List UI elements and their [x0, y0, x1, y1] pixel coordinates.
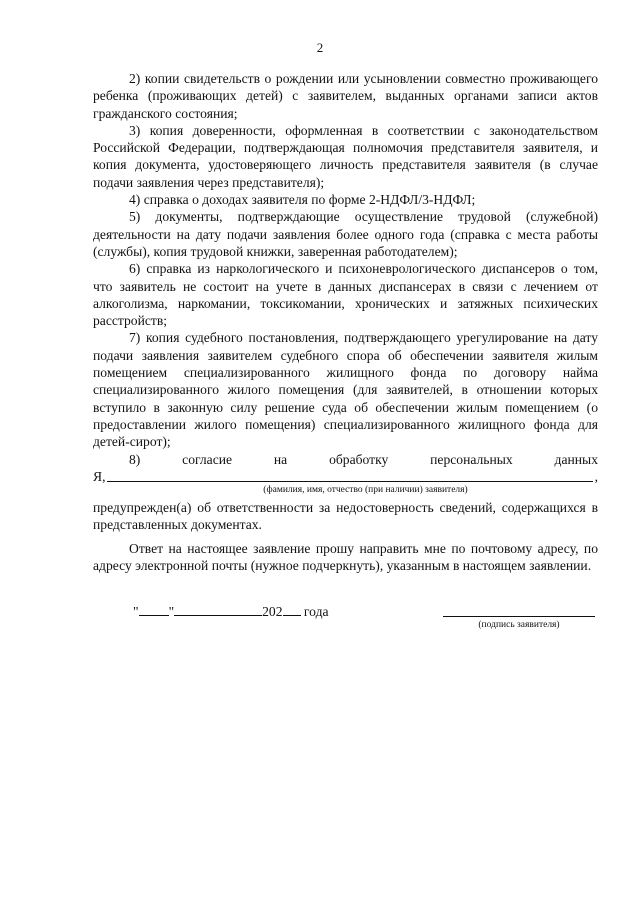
year-blank[interactable] [283, 602, 301, 616]
item-4-income-certificate: 4) справка о доходах заявителя по форме 2-НДФЛ/3-НДФЛ; [129, 192, 476, 208]
item-6-dispensary-certificate: 6) справка из наркологического и психоневрологического диспансеров о том, что заявитель не состоит на учете в данных диспансерах в связи с лечением от алкоголизма, наркомании, токсикомании, хронических и затяжных психических расстройств; [93, 261, 598, 329]
month-blank[interactable] [174, 602, 262, 616]
year-prefix: 202 [262, 604, 283, 619]
year-word: года [303, 604, 329, 619]
signature-line[interactable] [443, 616, 595, 617]
signature-caption: (подпись заявителя) [478, 620, 560, 630]
item-3-power-of-attorney: 3) копия доверенности, оформленная в соответствии с законодательством Российской Федерации, подтверждающая полномочия представителя заявителя, и копия документа, удостоверяющего личность представителя заявителя (в случае подачи заявления через представителя); [93, 122, 598, 190]
liability-warning: предупрежден(а) об ответственности за недостоверность сведений, содержащихся в представленных документах. [93, 500, 598, 533]
quote-open: " [133, 604, 139, 619]
applicant-name-caption: (фамилия, имя, отчество (при наличии) заявителя) [263, 485, 468, 496]
date-field [133, 602, 329, 620]
applicant-prefix: Я, [93, 468, 106, 484]
applicant-name-field[interactable] [107, 468, 592, 482]
applicant-suffix: , [594, 468, 598, 484]
day-blank[interactable] [139, 602, 169, 616]
signature-block [93, 602, 598, 632]
item-2-birth-certificates: 2) копии свидетельств о рождении или усыновлении совместно проживающего ребенка (проживающих детей) с заявителем, выданных органами записи актов гражданского состояния; [93, 71, 598, 121]
item-8-consent: 8) согласие на обработку персональных данных [129, 451, 598, 467]
applicant-name-line [93, 468, 598, 485]
quote-close: " [168, 604, 175, 619]
document-body [93, 70, 598, 574]
reply-request: Ответ на настоящее заявление прошу направить мне по почтовому адресу, по адресу электронной почты (нужное подчеркнуть), указанным в настоящем заявлении. [93, 540, 598, 574]
item-5-employment-documents: 5) документы, подтверждающие осуществление трудовой (служебной) деятельности на дату подачи заявления более одного года (справка с места работы (службы), копия трудовой книжки, заверенная работодателем); [93, 209, 598, 259]
page-number: 2 [316, 40, 324, 55]
item-7-court-decision: 7) копия судебного постановления, подтверждающего урегулирование на дату подачи заявления заявителем судебного спора об обеспечении заявителя жилым помещением специализированного жилищного фонда по договору найма специализированного жилого помещения (для заявителей, в отношении которых вступило в законную силу решение суда об обеспечении жилым помещением (о предоставлении жилого помещения) специализированного жилищного фонда для детей-сирот); [93, 330, 598, 450]
